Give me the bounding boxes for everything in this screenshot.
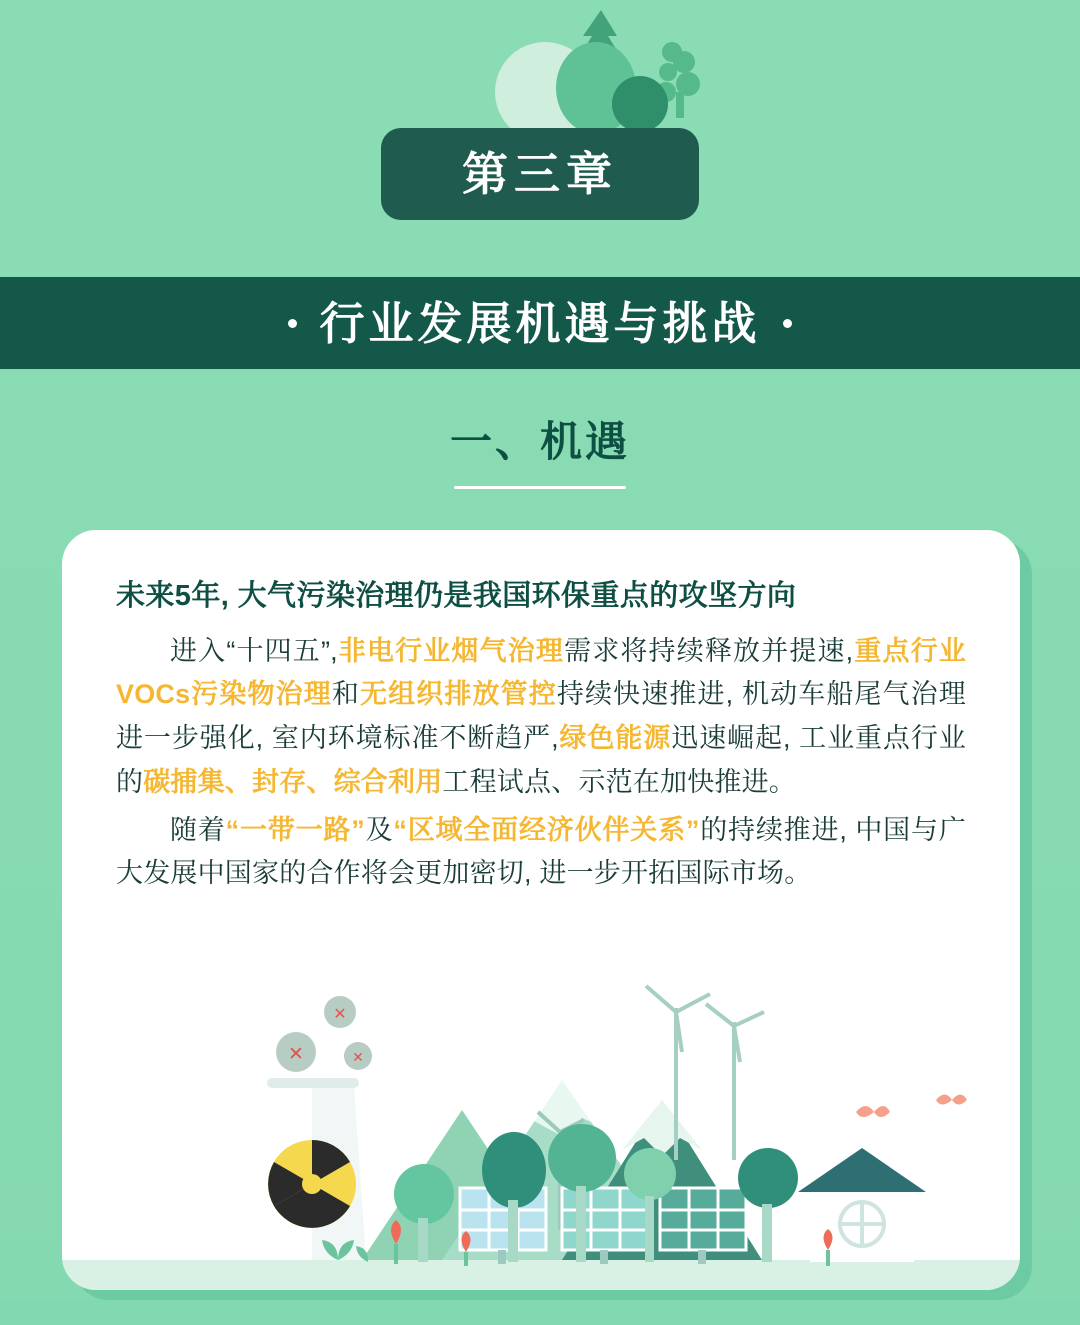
chapter-title-inner <box>288 297 791 349</box>
p1-seg5: 迅速崛起, 工业重点行业的 <box>116 723 966 797</box>
p1-highlight5: 碳捕集、封存、综合利用 <box>143 766 443 797</box>
p1-highlight3: 无组织排放管控 <box>360 679 557 710</box>
left-dot-icon <box>288 319 297 328</box>
p2-seg2: 及 <box>364 814 394 845</box>
chapter-badge-label: 第三章 <box>462 148 618 200</box>
bottom-strip <box>0 1300 1080 1325</box>
chapter-title: 行业发展机遇与挑战 <box>319 297 761 349</box>
p1-highlight4: 绿色能源 <box>558 723 672 754</box>
p1-seg1: 进入“十四五”, <box>170 635 338 666</box>
svg-text:✕: ✕ <box>352 1049 364 1065</box>
section-heading-text: 一、机遇 <box>449 418 630 465</box>
svg-text:✕: ✕ <box>288 1044 304 1065</box>
illustration <box>62 960 1020 1290</box>
paragraph-one <box>116 630 966 805</box>
p2-seg1: 随着 <box>170 814 226 845</box>
p1-highlight1: 非电行业烟气治理 <box>337 635 565 666</box>
chapter-badge <box>381 128 699 220</box>
p2-highlight2: “区域全面经济伙伴关系” <box>393 814 700 845</box>
right-dot-icon <box>783 319 792 328</box>
section-heading <box>0 418 1080 489</box>
p2-highlight1: “一带一路” <box>225 814 365 845</box>
paragraph-two <box>116 809 966 896</box>
p1-seg3: 和 <box>331 679 360 710</box>
card-title: 未来5年, 大气污染治理仍是我国环保重点的攻坚方向 <box>116 580 797 612</box>
p1-seg4: 持续快速推进, 机动车船尾气治理进一步强化, 室内环境标准不断趋严, <box>116 679 967 754</box>
p1-seg2: 需求将持续释放并提速, <box>564 635 854 666</box>
p1-highlight2: 重点行业VOCs污染物治理 <box>116 635 966 710</box>
p1-seg6: 工程试点、示范在加快推进。 <box>442 766 797 797</box>
svg-text:✕: ✕ <box>333 1006 347 1023</box>
content-card <box>62 530 1020 1290</box>
p2-seg3: 的持续推进, 中国与广大发展中国家的合作将会更加密切, 进一步开拓国际市场。 <box>116 814 967 889</box>
section-heading-underline <box>454 486 626 489</box>
card-body <box>62 530 1020 896</box>
chapter-title-band <box>0 277 1080 369</box>
